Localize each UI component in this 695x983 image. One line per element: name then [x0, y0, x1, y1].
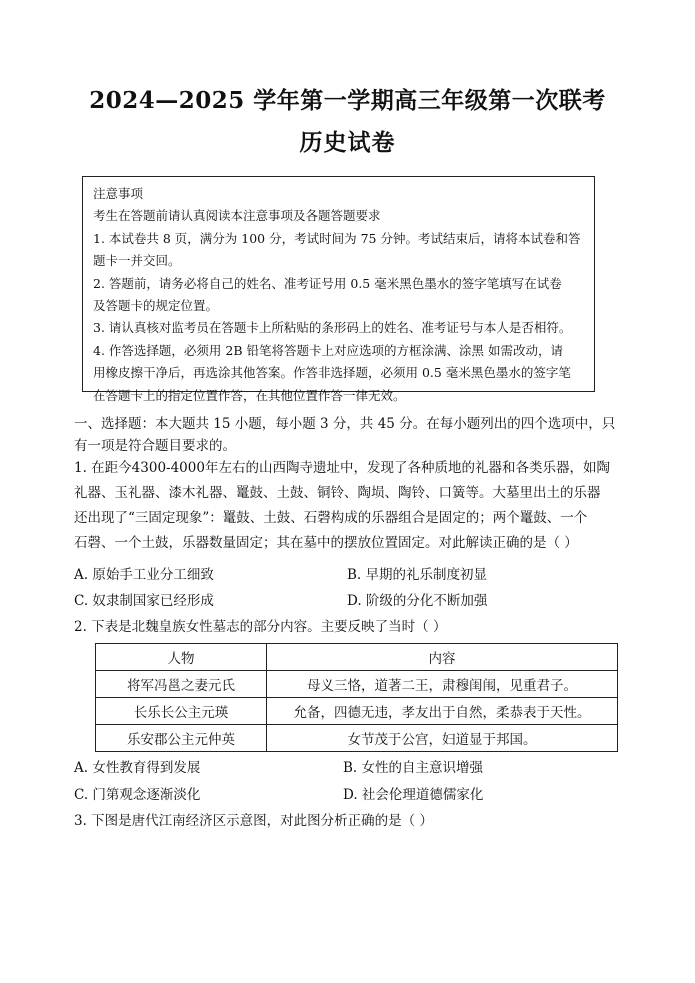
table-cell-person: 将军冯邕之妻元氏 — [96, 671, 267, 698]
table-header-row — [96, 644, 618, 671]
notice-line: 注意事项 — [93, 186, 144, 201]
notice-line: 题卡一并交回。 — [93, 253, 181, 269]
question-2-option-a: A. 女性教育得到发展 — [74, 760, 201, 776]
question-1-option-c: C. 奴隶制国家已经形成 — [74, 593, 214, 609]
section-heading-line: 有一项是符合题目要求的。 — [74, 438, 236, 454]
notice-line: 及答题卡的规定位置。 — [93, 298, 219, 314]
notice-line: 用橡皮擦干净后，再选涂其他答案。作答非选择题，必须用 0.5 毫米黑色墨水的签字笔 — [93, 365, 571, 381]
table-header-person: 人物 — [96, 644, 267, 671]
question-2-stem: 2. 下表是北魏皇族女性墓志的部分内容。主要反映了当时（ ） — [74, 619, 447, 635]
question-2-option-b: B. 女性的自主意识增强 — [343, 760, 484, 776]
table-cell-content: 允备，四德无违，孝友出于自然，柔恭表于天性。 — [267, 698, 618, 725]
table-cell-person: 乐安郡公主元仲英 — [96, 725, 267, 752]
table-cell-content: 女节茂于公宫，妇道显于邦国。 — [267, 725, 618, 752]
question-3-stem: 3. 下图是唐代江南经济区示意图，对此图分析正确的是（ ） — [74, 813, 433, 829]
question-1-option-a: A. 原始手工业分工细致 — [74, 567, 214, 583]
question-1-option-b: B. 早期的礼乐制度初显 — [347, 567, 488, 583]
question-2-option-d: D. 社会伦理道德儒家化 — [343, 787, 484, 803]
exam-subject-title: 历史试卷 — [299, 129, 396, 156]
table-cell-content: 母义三恪，道著二王，肃穆闺闱，见重君子。 — [267, 671, 618, 698]
question-1-stem — [74, 456, 619, 556]
table-header-content: 内容 — [267, 644, 618, 671]
table-row — [96, 698, 618, 725]
question-1-line: 1. 在距今4300-4000年左右的山西陶寺遗址中，发现了各种质地的礼器和各类乐器，如陶 — [74, 460, 610, 476]
question-1-line: 礼器、玉礼器、漆木礼器、鼍鼓、土鼓、铜铃、陶埙、陶铃、口簧等。大墓里出土的乐器 — [74, 485, 601, 501]
table-row — [96, 671, 618, 698]
section-heading-line: 一、选择题：本大题共 15 小题，每小题 3 分，共 45 分。在每小题列出的四个选项中，只 — [74, 416, 616, 432]
question-2-table — [95, 643, 618, 752]
question-2-option-c: C. 门第观念逐渐淡化 — [74, 787, 201, 803]
notice-line: 3. 请认真核对监考员在答题卡上所粘贴的条形码上的姓名、准考证号与本人是否相符。 — [93, 320, 572, 336]
section-heading — [74, 413, 619, 457]
question-1-line: 还出现了“三固定现象”：鼍鼓、土鼓、石磬构成的乐器组合是固定的；两个鼍鼓、一个 — [74, 510, 588, 526]
notice-line: 2. 答题前，请务必将自己的姓名、准考证号用 0.5 毫米黑色墨水的签字笔填写在试卷 — [93, 275, 562, 291]
table-cell-person: 长乐长公主元瑛 — [96, 698, 267, 725]
question-1-line: 石磬、一个土鼓，乐器数量固定；其在墓中的摆放位置固定。对此解读正确的是（ ） — [74, 535, 578, 551]
notice-line: 1. 本试卷共 8 页，满分为 100 分，考试时间为 75 分钟。考试结束后，请将本试卷和答 — [93, 230, 581, 246]
table-row — [96, 725, 618, 752]
notice-line: 4. 作答选择题，必须用 2B 铅笔将答题卡上对应选项的方框涂满、涂黑 如需改动，请 — [93, 342, 563, 358]
notice-box — [82, 176, 595, 403]
exam-title: 2024—2025 学年第一学期高三年级第一次联考 — [89, 87, 606, 114]
notice-line: 考生在答题前请认真阅读本注意事项及各题答题要求 — [93, 208, 381, 224]
notice-line: 在答题卡上的指定位置作答，在其他位置作答一律无效。 — [93, 387, 406, 403]
question-1-option-d: D. 阶级的分化不断加强 — [347, 593, 488, 609]
